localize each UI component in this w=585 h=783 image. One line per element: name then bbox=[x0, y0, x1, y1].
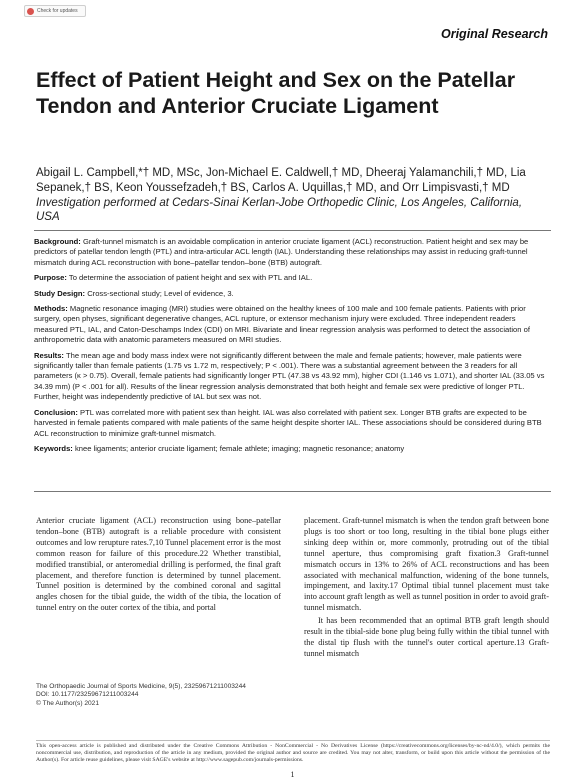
keywords-label: Keywords: bbox=[34, 443, 73, 453]
body-paragraph: It has been recommended that an optimal BTB graft length should result in the tibial-side bone plug being fully within the tibial tunnel with the distal tip flush with the tunnel's outer cortical aperture.13 Graft-tunnel mismatch bbox=[304, 616, 549, 658]
abstract-box bbox=[34, 230, 551, 492]
conclusion-label: Conclusion: bbox=[34, 407, 78, 417]
methods-label: Methods: bbox=[34, 304, 68, 314]
abstract-conclusion bbox=[34, 408, 551, 439]
abstract-keywords bbox=[34, 444, 551, 454]
badge-label: Check for updates bbox=[37, 8, 78, 14]
background-text: Graft-tunnel mismatch is an avoidable complication in anterior cruciate ligament (ACL) reconstruction. Patient height and sex may be predictors of patellar tendon length (PTL) and intra-articular ACL length (IAL). Understanding these relationships may assist in reducing graft-tunnel mismatch during ACL reconstruction with bone–patellar tendon–bone (BTB) autograft. bbox=[34, 237, 529, 267]
update-check-icon bbox=[27, 8, 34, 15]
author-list: Abigail L. Campbell,*† MD, MSc, Jon-Michael E. Caldwell,† MD, Dheeraj Yalamanchili,† MD, Lia Sepanek,† BS, Keon Youssefzadeh,† BS, Carlos A. Uquillas,† MD, and Orr Limpisvasti,† MD bbox=[36, 167, 526, 194]
abstract-design bbox=[34, 289, 551, 299]
results-text: The mean age and body mass index were not significantly different between the male and female patients; however, male patients were significantly taller than female patients (1.75 vs 1.72 m, respectively; P < .001). There was a substantial agreement between the 3 readers for all parameters (κ > 0.75). Overall, female patients had significantly longer PTL (47.38 vs 43.92 mm), higher CDI (1.146 vs 1.071), and shorter IAL (33.05 vs 34.39 mm) (P < .001 for all). Results of the linear regression analysis demonstrated that both height and female sex were predictive of longer PTL. Further, height was independently predictive of IAL but sex was not. bbox=[34, 350, 545, 402]
article-type-label: Original Research bbox=[441, 27, 548, 41]
article-title: Effect of Patient Height and Sex on the Patellar Tendon and Anterior Cruciate Ligament bbox=[36, 68, 516, 118]
body-paragraph: placement. Graft-tunnel mismatch is when the tendon graft between bone plugs is too short or too long, resulting in the tibial bone plugs either sinking deep within or, more commonly, protruding out of the tibial tunnel aperture, thus compromising graft fixation.3 Graft-tunnel mismatch occurs in 13% to 26% of ACL reconstructions and has been associated with mechanical malfunction, widening of the bone tunnels, impingement, and laxity.17 Optimal tibial tunnel placement must take into account graft length as well as tunnel position in order to avoid graft-tunnel mismatch. bbox=[304, 516, 549, 613]
design-text: Cross-sectional study; Level of evidence, 3. bbox=[87, 288, 234, 298]
abstract-background bbox=[34, 237, 551, 268]
keywords-text: knee ligaments; anterior cruciate ligament; female athlete; imaging; magnetic resonance; anatomy bbox=[74, 443, 405, 453]
journal-citation: The Orthopaedic Journal of Sports Medicine, 9(5), 23259671211003244 bbox=[36, 683, 246, 690]
purpose-label: Purpose: bbox=[34, 273, 67, 283]
purpose-text: To determine the association of patient height and sex with PTL and IAL. bbox=[68, 273, 313, 283]
body-column-left bbox=[36, 516, 281, 614]
publication-info bbox=[36, 683, 281, 708]
background-label: Background: bbox=[34, 237, 81, 246]
body-column-right bbox=[304, 516, 549, 660]
doi[interactable]: DOI: 10.1177/23259671211003244 bbox=[36, 691, 139, 699]
page-number: 1 bbox=[290, 770, 295, 779]
conclusion-text: PTL was correlated more with patient sex than height. IAL was also correlated with patient sex. Longer BTB grafts are expected to be harvested in female patients compared with male patients of the same height despite shorter IAL. These associations should be considered during BTB ACL reconstruction to minimize graft-tunnel mismatch. bbox=[34, 407, 542, 438]
affiliation: Investigation performed at Cedars-Sinai Kerlan-Jobe Orthopedic Clinic, Los Angeles, California, USA bbox=[36, 197, 523, 223]
design-label: Study Design: bbox=[34, 288, 86, 298]
copyright: © The Author(s) 2021 bbox=[36, 699, 100, 707]
abstract-purpose bbox=[34, 273, 551, 283]
body-paragraph: Anterior cruciate ligament (ACL) reconstruction using bone–patellar tendon–bone (BTB) autograft is a reliable procedure with consistent outcomes and low rerupture rates.7,10 Tunnel placement error is the most common reason for failure of this procedure.22 Whether transtibial, modified transtibial, or anteromedial drilling is performed, the final graft placement, and therefore function is determined by tunnel placement. Tunnel position is determined by the combined coronal and sagittal angles chosen for the tibial guide, the width of the tibia, the location of tunnel entry on the outer cortex of the tibia, and portal bbox=[36, 516, 281, 613]
check-for-updates-badge[interactable] bbox=[24, 5, 86, 17]
abstract-results bbox=[34, 351, 551, 403]
results-label: Results: bbox=[34, 350, 64, 360]
methods-text: Magnetic resonance imaging (MRI) studies were obtained on the healthy knees of 100 male and 100 female patients. Patients with prior surgery, open physes, significant degenerative changes, ACL rupture, or extensor mechanism injury were excluded. Three independent readers measured PTL, IAL, and Caton-Deschamps Index (CDI) on MRI. Bivariate and linear regression analysis was performed to detect the association of anthropometric data with anatomic parameters measured on MRI studies. bbox=[34, 304, 530, 345]
license-statement: This open-access article is published and distributed under the Creative Commons Attribution - NonCommercial - No Derivatives License (https://creativecommons.org/licenses/by-nc-nd/4.0/), which permits the noncommercial use, distribution, and reproduction of the article in any medium, provided the original author and source are credited. You may not alter, transform, or build upon this article without the permission of the Author(s). For article reuse guidelines, please visit SAGE's website at http://www.sagepub.com/journals-permissions. bbox=[36, 740, 550, 765]
abstract-methods bbox=[34, 304, 551, 346]
